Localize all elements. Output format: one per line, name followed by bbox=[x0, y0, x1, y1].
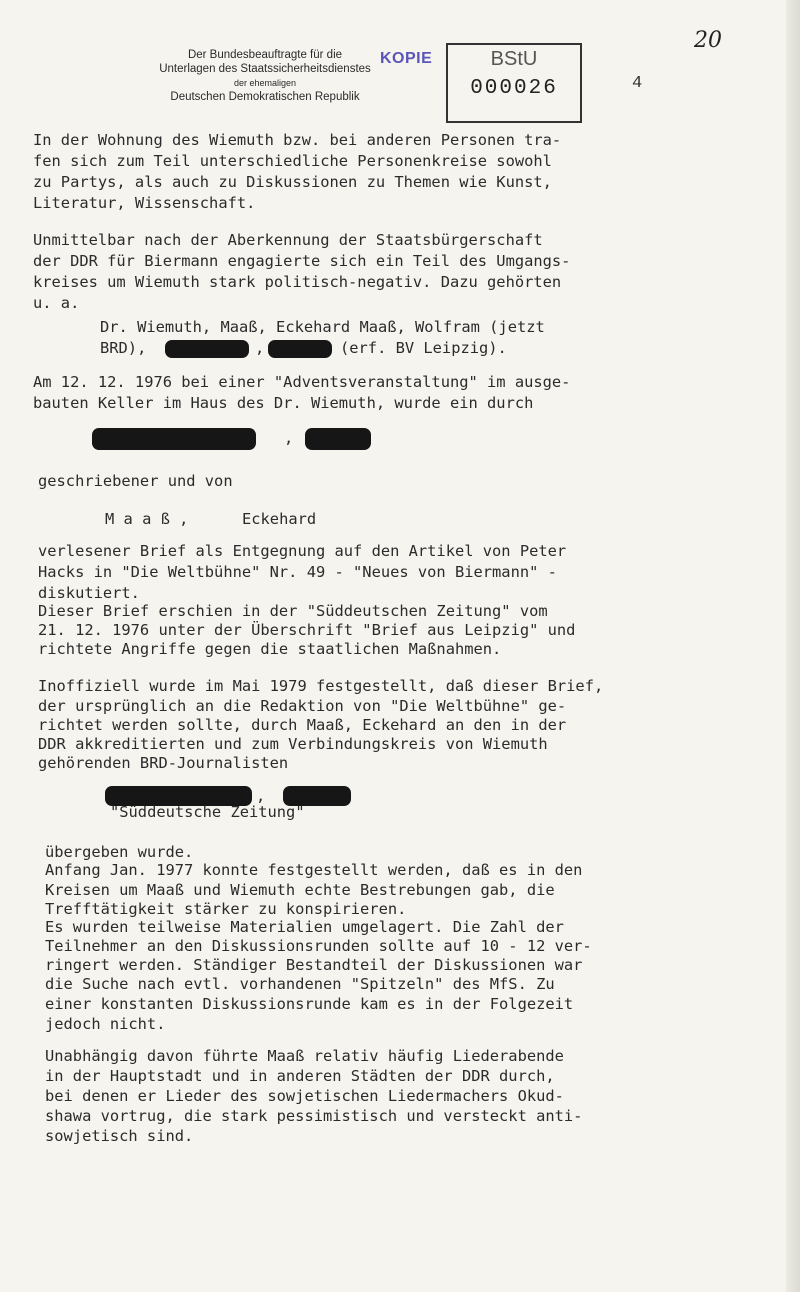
text-line: Literatur, Wissenschaft. bbox=[33, 194, 256, 212]
authority-stamp bbox=[150, 48, 380, 104]
text-line: Hacks in "Die Weltbühne" Nr. 49 - "Neues von Biermann" - bbox=[38, 563, 557, 581]
text-line: Trefftätigkeit stärker zu konspirieren. bbox=[45, 900, 407, 918]
authority-stamp-line: Unterlagen des Staatssicherheitsdienstes bbox=[159, 63, 371, 75]
redaction-bar bbox=[268, 340, 332, 358]
text-line: jedoch nicht. bbox=[45, 1015, 166, 1033]
text-line: 21. 12. 1976 unter der Überschrift "Brief aus Leipzig" und bbox=[38, 621, 576, 639]
names-line: Dr. Wiemuth, Maaß, Eckehard Maaß, Wolfram (jetzt bbox=[100, 318, 545, 336]
text-line: übergeben wurde. bbox=[45, 843, 194, 861]
redaction-bar bbox=[165, 340, 249, 358]
text-line: DDR akkreditierten und zum Verbindungskreis von Wiemuth bbox=[38, 735, 548, 753]
text-line: Dieser Brief erschien in der "Süddeutschen Zeitung" vom bbox=[38, 602, 548, 620]
text-line: Am 12. 12. 1976 bei einer "Adventsveranstaltung" im ausge- bbox=[33, 373, 571, 391]
text-line: Unmittelbar nach der Aberkennung der Staatsbürgerschaft bbox=[33, 231, 543, 249]
text-line: Es wurden teilweise Materialien umgelagert. Die Zahl der bbox=[45, 918, 564, 936]
page-edge-shadow bbox=[786, 0, 800, 1292]
text-line: bei denen er Lieder des sowjetischen Liedermachers Okud- bbox=[45, 1087, 564, 1105]
text-line: Unabhängig davon führte Maaß relativ häufig Liederabende bbox=[45, 1047, 564, 1065]
text-line: kreises um Wiemuth stark politisch-negativ. Dazu gehörten bbox=[33, 273, 562, 291]
text-line: ringert werden. Ständiger Bestandteil der Diskussionen war bbox=[45, 956, 583, 974]
handwritten-page-number: 20 bbox=[694, 28, 722, 53]
names-line-end: (erf. BV Leipzig). bbox=[340, 339, 507, 357]
text-line: zu Partys, als auch zu Diskussionen zu Themen wie Kunst, bbox=[33, 173, 552, 191]
authority-stamp-line: Deutschen Demokratischen Republik bbox=[170, 91, 360, 103]
text-line: die Suche nach evtl. vorhandenen "Spitzeln" des MfS. Zu bbox=[45, 975, 555, 993]
text-line: einer konstanten Diskussionsrunde kam es in der Folgezeit bbox=[45, 995, 574, 1013]
text-line: Inoffiziell wurde im Mai 1979 festgestellt, daß dieser Brief, bbox=[38, 677, 604, 695]
text-line: Teilnehmer an den Diskussionsrunden sollte auf 10 - 12 ver- bbox=[45, 937, 592, 955]
text-line: geschriebener und von bbox=[38, 472, 233, 490]
text-line: fen sich zum Teil unterschiedliche Personenkreise sowohl bbox=[33, 152, 552, 170]
text-line: richtete Angriffe gegen die staatlichen Maßnahmen. bbox=[38, 640, 502, 658]
author-surname: M a a ß , bbox=[105, 510, 189, 528]
text-line: in der Hauptstadt und in anderen Städten der DDR durch, bbox=[45, 1067, 555, 1085]
redaction-bar bbox=[92, 428, 256, 450]
text-line: der ursprünglich an die Redaktion von "Die Weltbühne" ge- bbox=[38, 697, 567, 715]
archive-stamp bbox=[446, 43, 582, 123]
text-line: In der Wohnung des Wiemuth bzw. bei anderen Personen tra- bbox=[33, 131, 562, 149]
text-line: diskutiert. bbox=[38, 584, 140, 602]
copy-stamp: KOPIE bbox=[380, 50, 433, 67]
text-line: shawa vortrug, die stark pessimistisch und versteckt anti- bbox=[45, 1107, 583, 1125]
names-comma: , bbox=[255, 339, 265, 357]
text-line: Kreisen um Maaß und Wiemuth echte Bestrebungen gab, die bbox=[45, 881, 555, 899]
redaction-bar bbox=[305, 428, 371, 450]
authority-stamp-line: der ehemaligen bbox=[233, 78, 297, 88]
archive-stamp-number: 000026 bbox=[470, 77, 558, 100]
journalist-comma: , bbox=[256, 787, 266, 805]
author-firstname: Eckehard bbox=[242, 510, 317, 528]
names-line-start: BRD), bbox=[100, 339, 147, 357]
text-line: gehörenden BRD-Journalisten bbox=[38, 754, 289, 772]
text-line: der DDR für Biermann engagierte sich ein Teil des Umgangs- bbox=[33, 252, 571, 270]
text-line: Anfang Jan. 1977 konnte festgestellt werden, daß es in den bbox=[45, 861, 583, 879]
newspaper-name: "Süddeutsche Zeitung" bbox=[110, 803, 305, 821]
archive-stamp-label: BStU bbox=[490, 48, 538, 70]
page-number: 4 bbox=[632, 74, 643, 93]
text-line: u. a. bbox=[33, 294, 80, 312]
text-line: verlesener Brief als Entgegnung auf den Artikel von Peter bbox=[38, 542, 567, 560]
text-line: sowjetisch sind. bbox=[45, 1127, 194, 1145]
authority-stamp-line: Der Bundesbeauftragte für die bbox=[187, 49, 343, 61]
text-line: richtet werden sollte, durch Maaß, Eckehard an den in der bbox=[38, 716, 567, 734]
text-line: bauten Keller im Haus des Dr. Wiemuth, wurde ein durch bbox=[33, 394, 534, 412]
redaction-comma: , bbox=[284, 429, 294, 447]
